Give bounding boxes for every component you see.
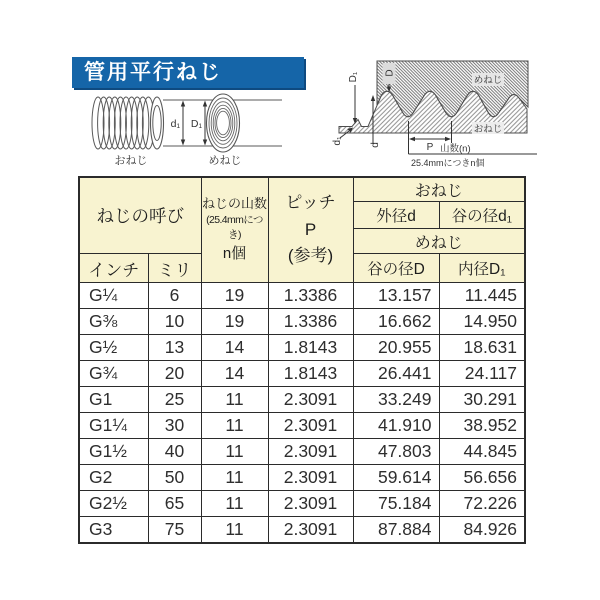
section-title: 管用平行ねじ <box>84 61 222 84</box>
cell-pitch: 1.8143 <box>268 361 353 387</box>
cell-call-milli: 25 <box>148 387 201 413</box>
cell-outer-d: 75.184 <box>353 491 439 517</box>
d1-dimension-arrow <box>181 101 185 146</box>
male-pipe-coil <box>92 97 154 149</box>
D1-dimension-label: D₁ <box>348 71 359 83</box>
cell-call-milli: 6 <box>148 283 201 309</box>
header-inner-D1: 内径D₁ <box>439 254 525 283</box>
header-milli: ミリ <box>148 254 201 283</box>
header-thread-call: ねじの呼び <box>79 177 201 254</box>
female-thread-label: めねじ <box>473 75 503 86</box>
D-dimension-label: D <box>384 69 396 77</box>
cell-outer-d: 41.910 <box>353 413 439 439</box>
header-inch: インチ <box>79 254 148 283</box>
cell-call-inch: G1½ <box>79 439 148 465</box>
table-header <box>79 177 525 283</box>
table-row <box>79 413 525 439</box>
cell-call-milli: 40 <box>148 439 201 465</box>
female-pipe-label: めねじ <box>208 155 242 167</box>
cell-thread-count: 19 <box>201 309 268 335</box>
cell-outer-d: 59.614 <box>353 465 439 491</box>
table-row <box>79 335 525 361</box>
cell-call-milli: 30 <box>148 413 201 439</box>
table-body <box>79 283 525 543</box>
female-pipe-rings <box>207 94 240 152</box>
cell-pitch: 1.8143 <box>268 335 353 361</box>
cell-thread-count: 11 <box>201 517 268 543</box>
cell-root-d1: 11.445 <box>439 283 525 309</box>
crest-count-line2: (25.4mmにつき) <box>206 214 263 242</box>
crest-count-line3: n個 <box>222 244 247 262</box>
pitch-line3: (参考) <box>287 246 334 266</box>
cell-root-d1: 84.926 <box>439 517 525 543</box>
cell-call-inch: G¾ <box>79 361 148 387</box>
D1-dimension-label: D₁ <box>190 118 202 130</box>
pitch-line1: ピッチ <box>285 193 336 213</box>
cell-thread-count: 14 <box>201 361 268 387</box>
cell-thread-count: 11 <box>201 413 268 439</box>
cell-root-d1: 14.950 <box>439 309 525 335</box>
crest-count-label: 山数(n) <box>440 143 471 155</box>
cell-call-inch: G2 <box>79 465 148 491</box>
cell-call-inch: G¼ <box>79 283 148 309</box>
male-thread-label: おねじ <box>473 124 503 135</box>
cell-call-milli: 50 <box>148 465 201 491</box>
cell-thread-count: 19 <box>201 283 268 309</box>
cell-root-d1: 18.631 <box>439 335 525 361</box>
male-pipe-label: おねじ <box>114 155 148 167</box>
per-inch-label: 25.4mmにつきn個 <box>411 158 485 168</box>
d1-dimension-label: d₁ <box>170 118 180 130</box>
table-row <box>79 361 525 387</box>
cell-root-d1: 30.291 <box>439 387 525 413</box>
table-row <box>79 283 525 309</box>
cell-pitch: 1.3386 <box>268 283 353 309</box>
pipe-thread-diagram <box>83 88 293 170</box>
cell-root-d1: 24.117 <box>439 361 525 387</box>
D1-dimension-arrow <box>353 85 357 124</box>
cell-call-milli: 20 <box>148 361 201 387</box>
cell-pitch: 2.3091 <box>268 517 353 543</box>
cell-outer-d: 47.803 <box>353 439 439 465</box>
cell-thread-count: 11 <box>201 491 268 517</box>
cell-call-inch: G⅜ <box>79 309 148 335</box>
cell-pitch: 2.3091 <box>268 491 353 517</box>
thread-spec-table <box>78 176 526 544</box>
header-male: おねじ <box>353 177 525 202</box>
cell-root-d1: 56.656 <box>439 465 525 491</box>
cell-thread-count: 14 <box>201 335 268 361</box>
male-pipe-bore <box>153 106 161 141</box>
pitch-label: P <box>426 142 434 153</box>
d1-dimension-label: d₁ <box>332 136 343 146</box>
cell-root-d1: 38.952 <box>439 413 525 439</box>
cell-call-milli: 75 <box>148 517 201 543</box>
cell-pitch: 2.3091 <box>268 413 353 439</box>
header-crest-count <box>201 177 268 283</box>
cell-thread-count: 11 <box>201 439 268 465</box>
table-row <box>79 387 525 413</box>
cell-call-inch: G1 <box>79 387 148 413</box>
table-row <box>79 517 525 543</box>
cell-call-milli: 65 <box>148 491 201 517</box>
cell-thread-count: 11 <box>201 465 268 491</box>
cell-call-milli: 10 <box>148 309 201 335</box>
cell-pitch: 2.3091 <box>268 387 353 413</box>
header-pitch <box>268 177 353 283</box>
header-root-d1: 谷の径d₁ <box>439 202 525 229</box>
crest-count-line1: ねじの山数 <box>201 195 267 211</box>
d-dimension-label: d <box>370 142 381 148</box>
cell-outer-d: 26.441 <box>353 361 439 387</box>
cell-call-milli: 13 <box>148 335 201 361</box>
pitch-line2: P <box>304 219 317 239</box>
table-row <box>79 465 525 491</box>
cell-call-inch: G½ <box>79 335 148 361</box>
cell-root-d1: 44.845 <box>439 439 525 465</box>
cell-outer-d: 16.662 <box>353 309 439 335</box>
cell-outer-d: 33.249 <box>353 387 439 413</box>
cell-root-d1: 72.226 <box>439 491 525 517</box>
thread-profile-diagram <box>325 42 540 177</box>
header-female: めねじ <box>353 229 525 254</box>
header-outer-d: 外径d <box>353 202 439 229</box>
table-row <box>79 491 525 517</box>
table-row <box>79 309 525 335</box>
cell-outer-d: 13.157 <box>353 283 439 309</box>
cell-pitch: 2.3091 <box>268 465 353 491</box>
cell-call-inch: G3 <box>79 517 148 543</box>
section-title-bar <box>72 57 304 88</box>
cell-call-inch: G2½ <box>79 491 148 517</box>
cell-pitch: 1.3386 <box>268 309 353 335</box>
cell-outer-d: 87.884 <box>353 517 439 543</box>
table-row <box>79 439 525 465</box>
cell-thread-count: 11 <box>201 387 268 413</box>
cell-outer-d: 20.955 <box>353 335 439 361</box>
header-root-D: 谷の径D <box>353 254 439 283</box>
cell-pitch: 2.3091 <box>268 439 353 465</box>
cell-call-inch: G1¼ <box>79 413 148 439</box>
